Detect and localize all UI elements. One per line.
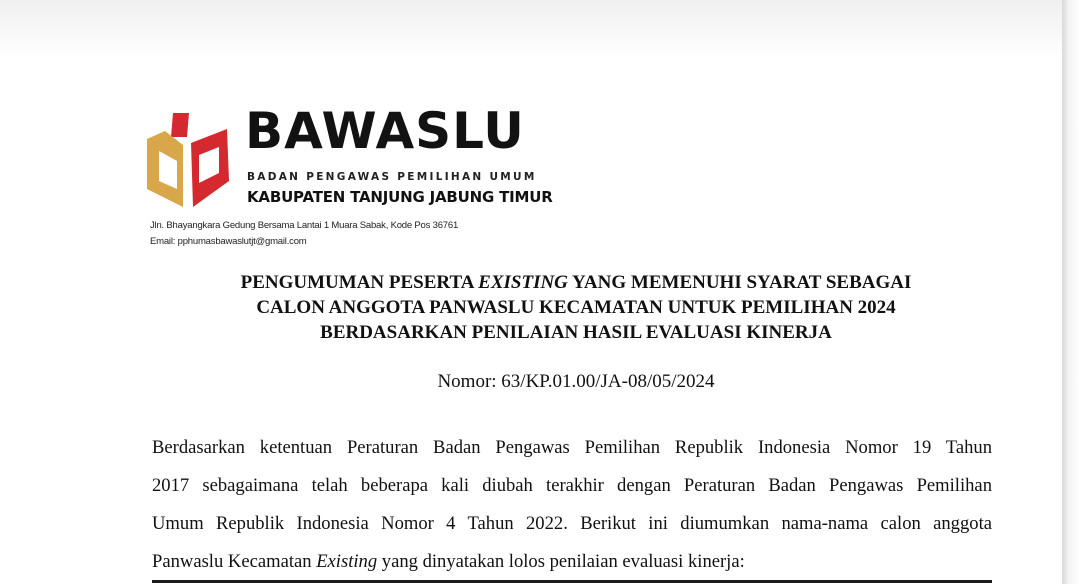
table-top-border xyxy=(152,580,992,583)
logo-red-ballot xyxy=(171,113,189,137)
title-line-2: CALON ANGGOTA PANWASLU KECAMATAN UNTUK PEMILIHAN 2024 xyxy=(256,297,896,318)
page-edge-shadow xyxy=(1062,0,1079,584)
title-line-3: BERDASARKAN PENILAIAN HASIL EVALUASI KINERJA xyxy=(320,322,832,343)
announcement-number: Nomor: 63/KP.01.00/JA-08/05/2024 xyxy=(437,371,715,392)
title-line-1 xyxy=(150,270,1002,295)
brand-subtitle: BADAN PENGAWAS PEMILIHAN UMUM xyxy=(247,171,537,183)
title-line-1-italic: EXISTING xyxy=(478,272,568,293)
body-line-4-italic: Existing xyxy=(316,551,378,572)
bawaslu-logo-icon xyxy=(147,111,229,209)
body-line-4 xyxy=(152,551,992,573)
body-line-4-start: Panwaslu Kecamatan xyxy=(152,551,317,572)
title-line-1-end: YANG MEMENUHI SYARAT SEBAGAI xyxy=(567,272,912,293)
announcement-title xyxy=(150,270,1002,345)
body-line-1: Berdasarkan ketentuan Peraturan Badan Pengawas Pemilihan Republik Indonesia Nomor 19 Tahun xyxy=(152,437,992,458)
body-line-3: Umum Republik Indonesia Nomor 4 Tahun 2022. Berikut ini diumumkan nama-nama calon anggota xyxy=(152,513,992,534)
office-address: Jln. Bhayangkara Gedung Bersama Lantai 1 Muara Sabak, Kode Pos 36761 xyxy=(150,220,459,231)
brand-name: BAWASLU xyxy=(245,102,525,160)
body-line-4-end: yang dinyatakan lolos penilaian evaluasi kinerja: xyxy=(377,551,745,572)
body-line-2: 2017 sebagaimana telah beberapa kali diubah terakhir dengan Peraturan Badan Pengawas Pemilihan xyxy=(152,475,992,496)
brand-region: KABUPATEN TANJUNG JABUNG TIMUR xyxy=(247,188,553,206)
title-line-1-start: PENGUMUMAN PESERTA xyxy=(240,272,479,293)
office-email: Email: pphumasbawaslutjt@gmail.com xyxy=(150,236,307,247)
